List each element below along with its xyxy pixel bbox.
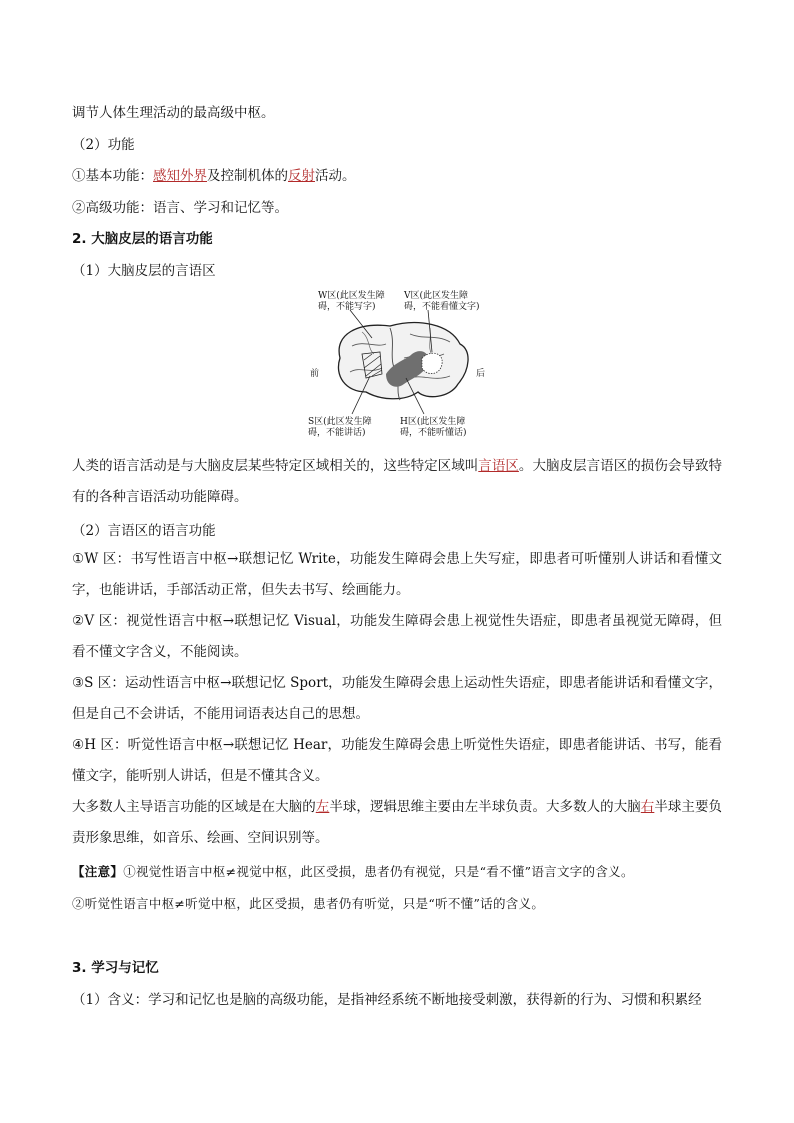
h-area-label: 碍，不能听懂话) xyxy=(400,428,467,438)
front-label: 前 xyxy=(310,369,320,379)
highlight-term: 右 xyxy=(640,799,655,815)
text-segment: 人类的语言活动是与大脑皮层某些特定区域相关的，这些特定区域叫 xyxy=(72,458,479,474)
subheading-speech-area: （1）大脑皮层的言语区 xyxy=(72,263,216,279)
note-heading: 【注意】 xyxy=(72,864,124,879)
h-area-label: H区(此区发生障 xyxy=(400,417,466,427)
note-line-1 xyxy=(72,862,634,880)
hemisphere-paragraph xyxy=(72,792,722,854)
h-area-paragraph: ④H 区：听觉性语言中枢→联想记忆 Hear，功能发生障碍会患上听觉性失语症，即患者能讲话、书写，能看懂文字，能听别人讲话，但是不懂其含义。 xyxy=(72,737,722,784)
highlight-term: 感知外界 xyxy=(153,168,207,184)
brain-speech-area-figure xyxy=(300,288,500,446)
text-line-advanced-function: ②高级功能：语言、学习和记忆等。 xyxy=(72,200,288,216)
text-segment: ①基本功能： xyxy=(72,168,153,184)
text-segment: 。大脑皮层言语区的损伤会导致特有的各种言语活动功能障碍。 xyxy=(72,458,723,505)
highlight-term: 言语区 xyxy=(478,458,519,474)
highlight-term: 反射 xyxy=(288,168,315,184)
text-line: 调节人体生理活动的最高级中枢。 xyxy=(72,105,275,121)
text-segment: 半球，逻辑思维主要由左半球负责。大多数人的大脑 xyxy=(329,799,641,815)
subheading-speech-function: （2）言语区的语言功能 xyxy=(72,523,216,539)
note-line-2: ②听觉性语言中枢≠听觉中枢，此区受损，患者仍有听觉，只是“听不懂”话的含义。 xyxy=(72,896,545,911)
text-segment: 及控制机体的 xyxy=(207,168,288,184)
section-heading-2: 2. 大脑皮层的语言功能 xyxy=(72,231,213,247)
w-area-label: 碍，不能写字) xyxy=(318,302,376,312)
s-area-label: S区(此区发生障 xyxy=(308,417,372,427)
highlight-term: 左 xyxy=(315,799,330,815)
text-segment: 半球主要负责形象思维，如音乐、绘画、空间识别等。 xyxy=(72,799,723,846)
w-area-label: W区(此区发生障 xyxy=(318,291,385,301)
speech-area-paragraph xyxy=(72,451,722,513)
v-area-label: V区(此区发生障 xyxy=(404,291,469,301)
v-area-label: 碍，不能看懂文字) xyxy=(404,302,480,312)
section-heading-3: 3. 学习与记忆 xyxy=(72,960,159,976)
text-segment: 大多数人主导语言功能的区域是在大脑的 xyxy=(72,799,316,815)
w-area-paragraph: ①W 区：书写性语言中枢→联想记忆 Write，功能发生障碍会患上失写症，即患者可听懂别人讲话和看懂文字，也能讲话，手部活动正常，但失去书写、绘画能力。 xyxy=(72,551,722,598)
back-label: 后 xyxy=(476,369,486,379)
v-area-paragraph: ②V 区：视觉性语言中枢→联想记忆 Visual，功能发生障碍会患上视觉性失语症，即患者虽视觉无障碍，但看不懂文字含义，不能阅读。 xyxy=(72,613,722,660)
text-line-basic-function xyxy=(72,164,356,184)
text-line-definition: （1）含义：学习和记忆也是脑的高级功能，是指神经系统不断地接受刺激，获得新的行为、习惯和积累经 xyxy=(72,992,702,1008)
note-text: ①视觉性语言中枢≠视觉中枢，此区受损，患者仍有视觉，只是“看不懂”语言文字的含义。 xyxy=(123,864,634,879)
s-area-label: 碍，不能讲话) xyxy=(308,428,366,438)
v-area-region xyxy=(422,353,442,373)
subheading-function: （2）功能 xyxy=(72,137,135,153)
text-segment: 活动。 xyxy=(315,168,356,184)
s-area-paragraph: ③S 区：运动性语言中枢→联想记忆 Sport，功能发生障碍会患上运动性失语症，即患者能讲话和看懂文字，但是自己不会讲话，不能用词语表达自己的思想。 xyxy=(72,675,722,722)
